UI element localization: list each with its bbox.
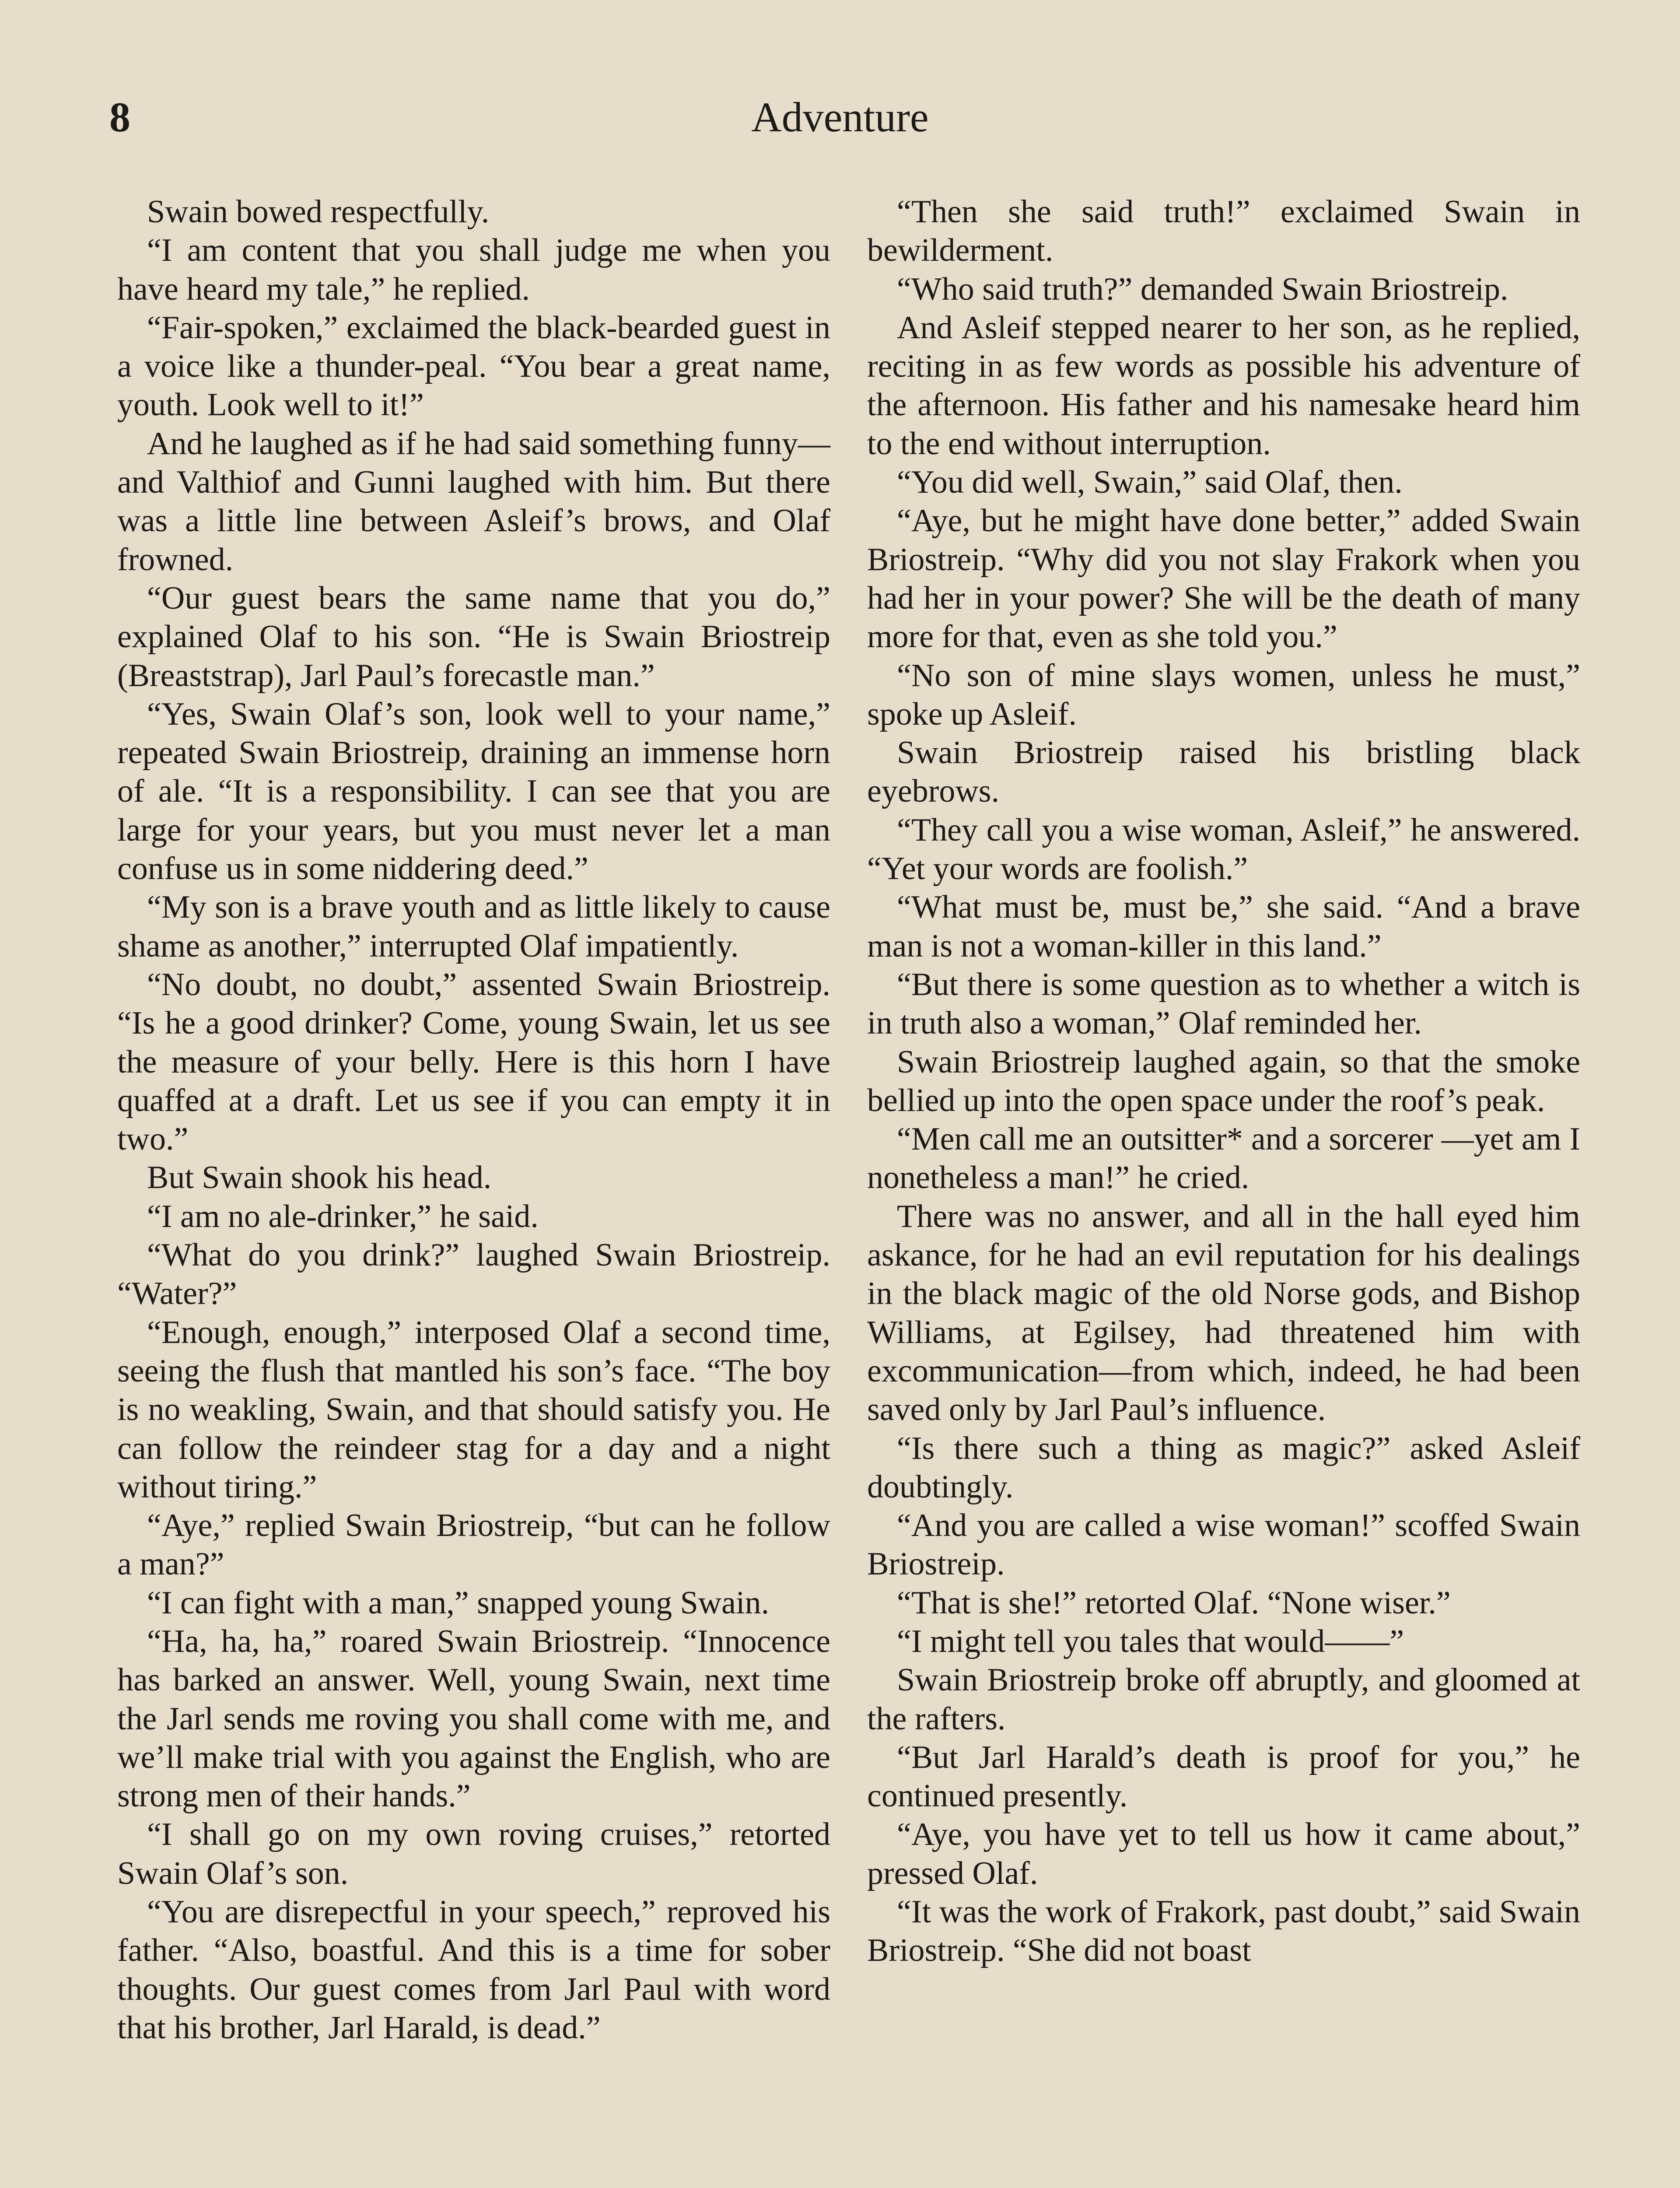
paragraph: “I shall go on my own roving cruises,” retorted Swain Olaf’s son. <box>117 1816 830 1891</box>
paragraph: “Yes, Swain Olaf’s son, look well to your name,” repeated Swain Briostreip, draining an immense horn of ale. “It is a responsibility. I can see that you are large for your years, but you must never let a man confuse us in some niddering deed.” <box>117 696 830 887</box>
paragraph: “Who said truth?” demanded Swain Briostreip. <box>897 271 1508 307</box>
paragraph: “Aye, but he might have done better,” added Swain Briostreip. “Why did you not slay Frakork when you had her in your power? She will be the death of many more for that, even as she told you.” <box>867 503 1580 655</box>
paragraph: “I am no ale-drinker,” he said. <box>147 1198 539 1234</box>
paragraph: “Is there such a thing as magic?” asked Asleif doubtingly. <box>867 1430 1580 1505</box>
paragraph: “I might tell you tales that would——” <box>897 1623 1404 1659</box>
paragraph: “Enough, enough,” interposed Olaf a second time, seeing the flush that mantled his son’s face. “The boy is no weakling, Swain, and that should satisfy you. He can follow the reindeer stag for a day and a night without tiring.” <box>117 1314 830 1505</box>
paragraph: “No doubt, no doubt,” assented Swain Briostreip. “Is he a good drinker? Come, young Swain, let us see the measure of your belly. Here is this horn I have quaffed at a draft. Let us see if you can empty it in two.” <box>117 966 830 1157</box>
paragraph: Swain Briostreip laughed again, so that the smoke bellied up into the open space under the roof’s peak. <box>867 1044 1580 1119</box>
paragraph: “Aye,” replied Swain Briostreip, “but can he follow a man?” <box>117 1508 830 1582</box>
running-head-title: Adventure <box>751 94 929 140</box>
paragraph: “What do you drink?” laughed Swain Briostreip. “Water?” <box>117 1237 830 1312</box>
paragraph: And he laughed as if he had said something funny—and Valthiof and Gunni laughed with him. But there was a little line between Asleif’s brows, and Olaf frowned. <box>117 425 830 578</box>
page-header <box>0 0 1680 175</box>
paragraph: “They call you a wise woman, Asleif,” he answered. “Yet your words are foolish.” <box>867 812 1580 887</box>
paragraph: Swain Briostreip raised his bristling black eyebrows. <box>867 735 1580 810</box>
paragraph: But Swain shook his head. <box>147 1160 492 1196</box>
paragraph: “Ha, ha, ha,” roared Swain Briostreip. “Innocence has barked an answer. Well, young Swain, next time the Jarl sends me roving you shall come with me, and we’ll make trial with you against the English, who are strong men of their hands.” <box>117 1623 830 1814</box>
right-column <box>867 193 1580 1970</box>
page-number: 8 <box>109 94 130 140</box>
paragraph: “Men call me an outsitter* and a sorcerer —yet am I nonetheless a man!” he cried. <box>867 1121 1580 1196</box>
paragraph: “No son of mine slays women, unless he must,” spoke up Asleif. <box>867 657 1580 732</box>
paragraph: “But there is some question as to whether a witch is in truth also a woman,” Olaf reminded her. <box>867 966 1580 1041</box>
paragraph: “Aye, you have yet to tell us how it came about,” pressed Olaf. <box>867 1816 1580 1891</box>
left-column <box>117 193 830 2047</box>
paragraph: “Fair-spoken,” exclaimed the black-bearded guest in a voice like a thunder-peal. “You bear a great name, youth. Look well to it!” <box>117 309 830 423</box>
paragraph: Swain bowed respectfully. <box>147 194 490 230</box>
paragraph: “Then she said truth!” exclaimed Swain in bewilderment. <box>867 194 1580 269</box>
paragraph: And Asleif stepped nearer to her son, as he replied, reciting in as few words as possible his adventure of the afternoon. His father and his namesake heard him to the end without interruption. <box>867 309 1580 462</box>
paragraph: “I can fight with a man,” snapped young Swain. <box>147 1585 770 1621</box>
paragraph: “That is she!” retorted Olaf. “None wiser.” <box>897 1585 1451 1621</box>
paragraph: “You did well, Swain,” said Olaf, then. <box>897 464 1403 501</box>
paragraph: “And you are called a wise woman!” scoffed Swain Briostreip. <box>867 1508 1580 1582</box>
paragraph: “What must be, must be,” she said. “And a brave man is not a woman-killer in this land.” <box>867 889 1580 964</box>
paragraph: Swain Briostreip broke off abruptly, and gloomed at the rafters. <box>867 1662 1580 1737</box>
paragraph: “I am content that you shall judge me when you have heard my tale,” he replied. <box>117 232 830 307</box>
paragraph: “Our guest bears the same name that you do,” explained Olaf to his son. “He is Swain Briostreip (Breaststrap), Jarl Paul’s forecastle man.” <box>117 580 830 694</box>
paragraph: “But Jarl Harald’s death is proof for you,” he continued presently. <box>867 1739 1580 1814</box>
paragraph: “You are disrepectful in your speech,” reproved his father. “Also, boastful. And this is a time for sober thoughts. Our guest comes from Jarl Paul with word that his brother, Jarl Harald, is dead.” <box>117 1894 830 2046</box>
paragraph: “My son is a brave youth and as little likely to cause shame as another,” interrupted Olaf impatiently. <box>117 889 830 964</box>
paragraph: “It was the work of Frakork, past doubt,” said Swain Briostreip. “She did not boast <box>867 1894 1580 1969</box>
paragraph: There was no answer, and all in the hall eyed him askance, for he had an evil reputation for his dealings in the black magic of the old Norse gods, and Bishop Williams, at Egilsey, had threatened him with excommunication—from which, indeed, he had been saved only by Jarl Paul’s influence. <box>867 1198 1580 1428</box>
